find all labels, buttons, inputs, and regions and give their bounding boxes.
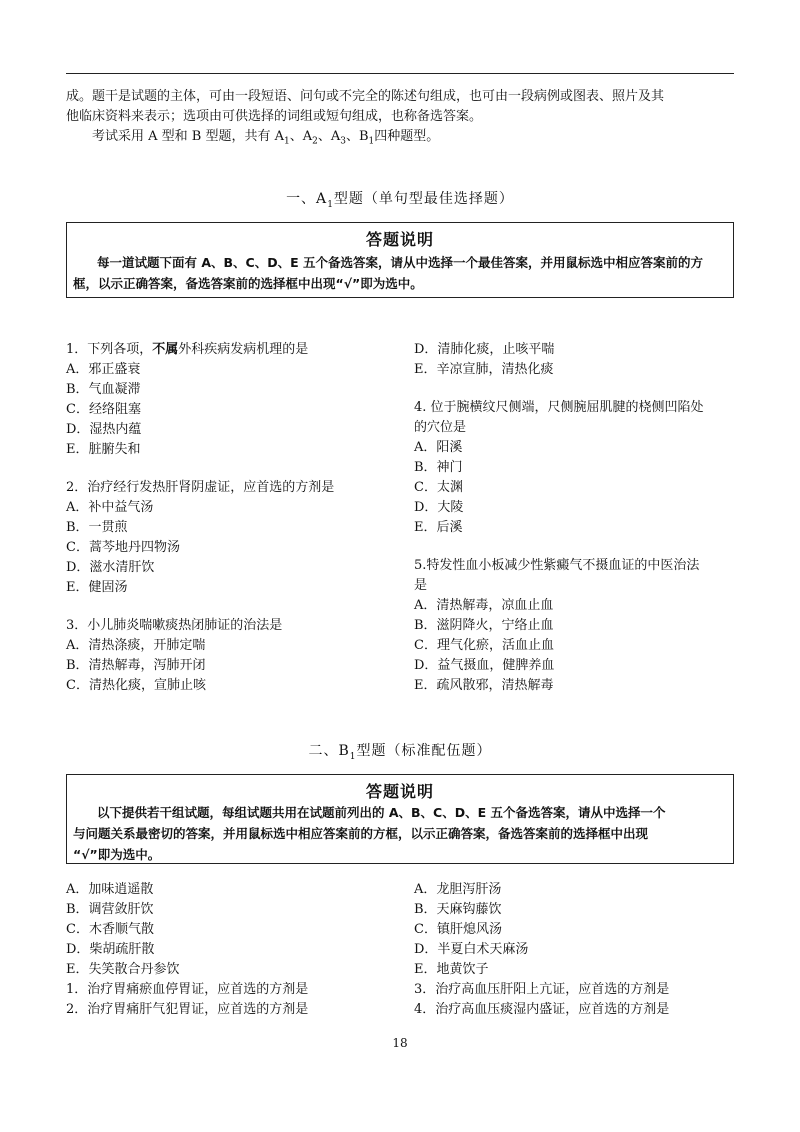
b1-right-option-a[interactable]: A．龙胆泻肝汤 <box>414 882 502 897</box>
section-1-title: 一、$A_1$型题（单句型最佳选择题） <box>286 191 514 210</box>
question-1-stem: 1．下列各项，不属外科疾病发病机理的是 <box>66 342 309 357</box>
b1-question-2: 2．治疗胃痛肝气犯胃证，应首选的方剂是 <box>66 1002 309 1017</box>
intro-text <box>66 87 736 152</box>
instructions-title-2: 答题说明 <box>365 782 434 801</box>
q1-option-a[interactable]: A．邪正盛衰 <box>66 362 141 377</box>
q5-option-b[interactable]: B．滋阴降火，宁络止血 <box>414 618 554 633</box>
q2-option-c[interactable]: C．蒿芩地丹四物汤 <box>66 540 180 555</box>
b1-left-option-e[interactable]: E．失笑散合丹参饮 <box>66 962 180 977</box>
q3-option-b[interactable]: B．清热解毒，泻肺开闭 <box>66 658 206 673</box>
instructions-title-1: 答题说明 <box>365 230 434 249</box>
b1-left-option-b[interactable]: B．调营敛肝饮 <box>66 902 154 917</box>
q5-option-d[interactable]: D．益气摄血，健脾养血 <box>414 658 555 673</box>
header-rule <box>66 73 734 74</box>
b1-right-option-d[interactable]: D．半夏白术天麻汤 <box>414 942 529 957</box>
b1-right-option-e[interactable]: E．地黄饮子 <box>414 962 489 977</box>
q1-option-b[interactable]: B．气血凝滞 <box>66 382 141 397</box>
b1-left-option-d[interactable]: D．柴胡疏肝散 <box>66 942 155 957</box>
q2-option-e[interactable]: E．健固汤 <box>66 580 128 595</box>
section-2-title: 二、$B_1$型题（标准配伍题） <box>308 743 492 762</box>
q3-option-a[interactable]: A．清热涤痰，开肺定喘 <box>66 638 206 653</box>
question-4-stem-line-2: 的穴位是 <box>414 420 467 435</box>
q4-option-b[interactable]: B．神门 <box>414 460 463 475</box>
b1-question-3: 3．治疗高血压肝阳上亢证，应首选的方剂是 <box>414 982 670 997</box>
q5-option-e[interactable]: E．疏风散邪，清热解毒 <box>414 678 554 693</box>
b1-question-4: 4．治疗高血压痰湿内盛证，应首选的方剂是 <box>414 1002 670 1017</box>
instructions-box-2 <box>66 774 734 864</box>
a1-left-column <box>66 340 396 696</box>
question-3-stem: 3．小儿肺炎喘嗽痰热闭肺证的治法是 <box>66 618 283 633</box>
b1-right-column <box>414 880 734 1020</box>
question-5-stem-line-1: 5.特发性血小板减少性紫癜气不摄血证的中医治法 <box>414 558 700 573</box>
b1-left-option-a[interactable]: A．加味逍遥散 <box>66 882 154 897</box>
question-4-stem-line-1: 4. 位于腕横纹尺侧端，尺侧腕屈肌腱的桡侧凹陷处 <box>414 400 704 415</box>
instructions-text-1: 每一道试题下面有 A、B、C、D、E 五个备选答案，请从中选择一个最佳答案，并用鼠标选中相应答案前的方框，以示正确答案，备选答案前的选择框中出现“√”即为选中。 <box>73 255 703 291</box>
q2-option-d[interactable]: D．滋水清肝饮 <box>66 560 155 575</box>
q5-option-a[interactable]: A．清热解毒，凉血止血 <box>414 598 554 613</box>
instructions-box-1 <box>66 222 734 298</box>
q4-option-c[interactable]: C．太渊 <box>414 480 463 495</box>
intro-line-3: 考试采用 A 型和 B 型题，共有 $A_1$、$A_2$、$A_3$、$B_1$四种题型。 <box>92 129 440 147</box>
q4-option-e[interactable]: E．后溪 <box>414 520 463 535</box>
q3-option-c[interactable]: C．清热化痰，宣肺止咳 <box>66 678 206 693</box>
page-number: 18 <box>392 1036 408 1050</box>
intro-line-1: 成。题干是试题的主体，可由一段短语、问句或不完全的陈述句组成，也可由一段病例或图表、照片及其 <box>66 89 665 104</box>
q1-option-e[interactable]: E．脏腑失和 <box>66 442 141 457</box>
b1-left-option-c[interactable]: C．木香顺气散 <box>66 922 154 937</box>
b1-right-option-b[interactable]: B．天麻钩藤饮 <box>414 902 502 917</box>
b1-right-option-c[interactable]: C．镇肝熄风汤 <box>414 922 502 937</box>
q5-option-c[interactable]: C．理气化瘀，活血止血 <box>414 638 554 653</box>
b1-question-1: 1．治疗胃痛瘀血停胃证，应首选的方剂是 <box>66 982 309 997</box>
q3-option-e[interactable]: E．辛凉宣肺，清热化痰 <box>414 362 554 377</box>
q3-option-d[interactable]: D．清肺化痰，止咳平喘 <box>414 342 555 357</box>
a1-right-column <box>414 340 734 696</box>
intro-line-2: 他临床资料来表示；选项由可供选择的词组或短句组成，也称备选答案。 <box>66 109 483 124</box>
q2-option-b[interactable]: B．一贯煎 <box>66 520 128 535</box>
instructions-text-2: 以下提供若干组试题，每组试题共用在试题前列出的 A、B、C、D、E 五个备选答案，请从中选择一个 与问题关系最密切的答案，并用鼠标选中相应答案前的方框，以示正确答案，备选答案前的选择框中出现 “√”即为选中。 <box>73 805 666 862</box>
question-5-stem-line-2: 是 <box>414 578 428 593</box>
q4-option-a[interactable]: A．阳溪 <box>414 440 463 455</box>
b1-left-column <box>66 880 396 1020</box>
q4-option-d[interactable]: D．大陵 <box>414 500 464 515</box>
q2-option-a[interactable]: A．补中益气汤 <box>66 500 154 515</box>
q1-option-c[interactable]: C．经络阻塞 <box>66 402 141 417</box>
q1-option-d[interactable]: D．湿热内蕴 <box>66 422 142 437</box>
question-2-stem: 2．治疗经行发热肝肾阴虚证，应首选的方剂是 <box>66 480 335 495</box>
